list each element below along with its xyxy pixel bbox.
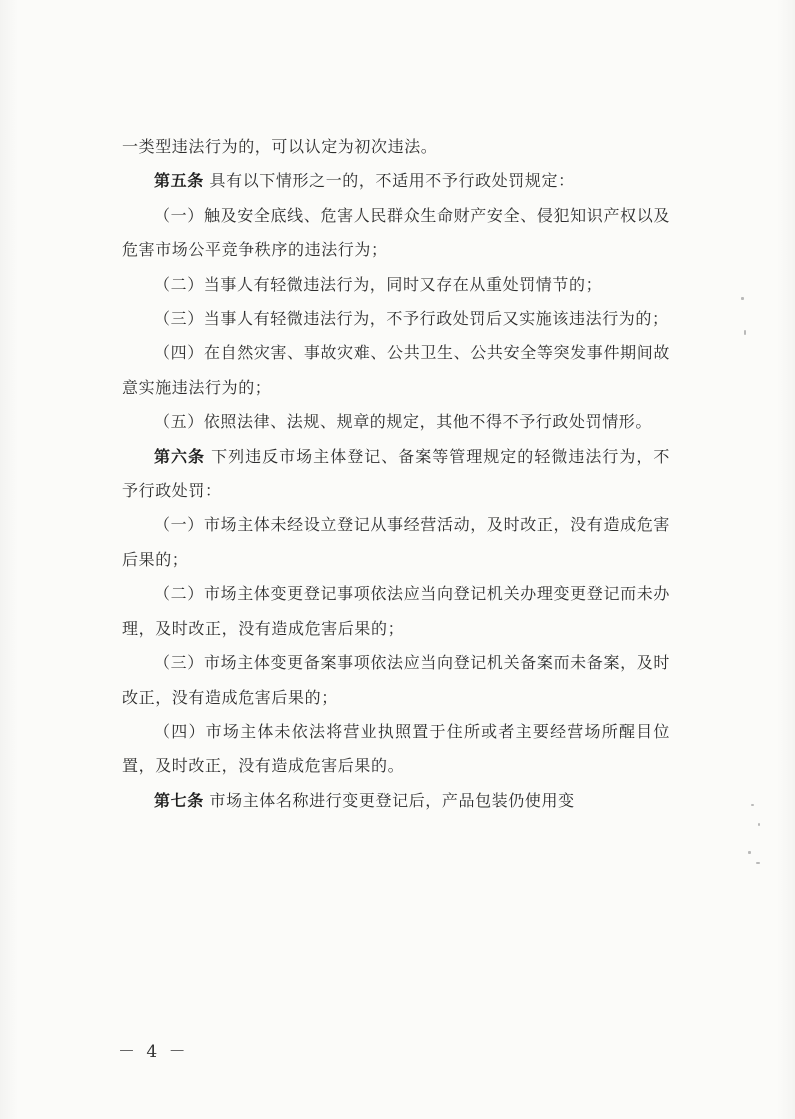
scan-speck: [758, 823, 760, 826]
paragraph: [122, 199, 670, 268]
paragraph-text: （三）市场主体变更备案事项依法应当向登记机关备案而未备案，及时改正，没有造成危害后果的；: [122, 653, 670, 707]
paragraph: [122, 784, 670, 818]
paragraph: [122, 577, 670, 646]
paragraph-text: （五）依照法律、法规、规章的规定，其他不得不予行政处罚情形。: [154, 412, 653, 432]
paragraph: [122, 715, 670, 784]
paragraph-text: 市场主体名称进行变更登记后，产品包装仍使用变: [203, 790, 575, 810]
scan-speck: [744, 330, 746, 335]
paragraph-text: 一类型违法行为的，可以认定为初次违法。: [122, 137, 438, 156]
article-label: 第七条: [154, 790, 204, 810]
paragraph-text: （二）当事人有轻微违法行为，同时又存在从重处罚情节的；: [154, 274, 603, 294]
paragraph: [122, 336, 670, 405]
paragraph: [122, 302, 670, 336]
paragraph-text: （一）市场主体未经设立登记从事经营活动，及时改正，没有造成危害后果的；: [122, 515, 670, 569]
paragraph: [122, 646, 670, 715]
article-label: 第五条: [154, 171, 204, 191]
scan-speck: [756, 862, 760, 864]
scan-speck: [751, 804, 754, 806]
paragraph: [122, 268, 670, 302]
paragraph-text: （二）市场主体变更登记事项依法应当向登记机关办理变更登记而未办理，及时改正，没有造成危害后果的；: [122, 584, 670, 638]
paragraph: [122, 440, 670, 509]
paragraph: [122, 508, 670, 577]
paragraph-text: （三）当事人有轻微违法行为，不予行政处罚后又实施该违法行为的；: [154, 309, 669, 329]
scan-speck: [741, 297, 744, 300]
page-number: － 4 －: [118, 1042, 189, 1062]
paragraph: [122, 164, 670, 198]
paragraph: [122, 405, 670, 439]
paragraph-text: 下列违反市场主体登记、备案等管理规定的轻微违法行为，不予行政处罚：: [122, 446, 670, 501]
paragraph-text: （四）市场主体未依法将营业执照置于住所或者主要经营场所醒目位置，及时改正，没有造成危害后果的。: [122, 721, 670, 776]
document-body: [122, 130, 670, 818]
article-label: 第六条: [154, 446, 206, 466]
paragraph-text: （四）在自然灾害、事故灾难、公共卫生、公共安全等突发事件期间故意实施违法行为的；: [122, 343, 670, 397]
paragraph-text: （一）触及安全底线、危害人民群众生命财产安全、侵犯知识产权以及危害市场公平竞争秩序的违法行为；: [122, 205, 670, 260]
scan-speck: [748, 851, 751, 854]
paragraph-text: 具有以下情形之一的，不适用不予行政处罚规定：: [203, 171, 575, 191]
paragraph: [122, 130, 670, 164]
